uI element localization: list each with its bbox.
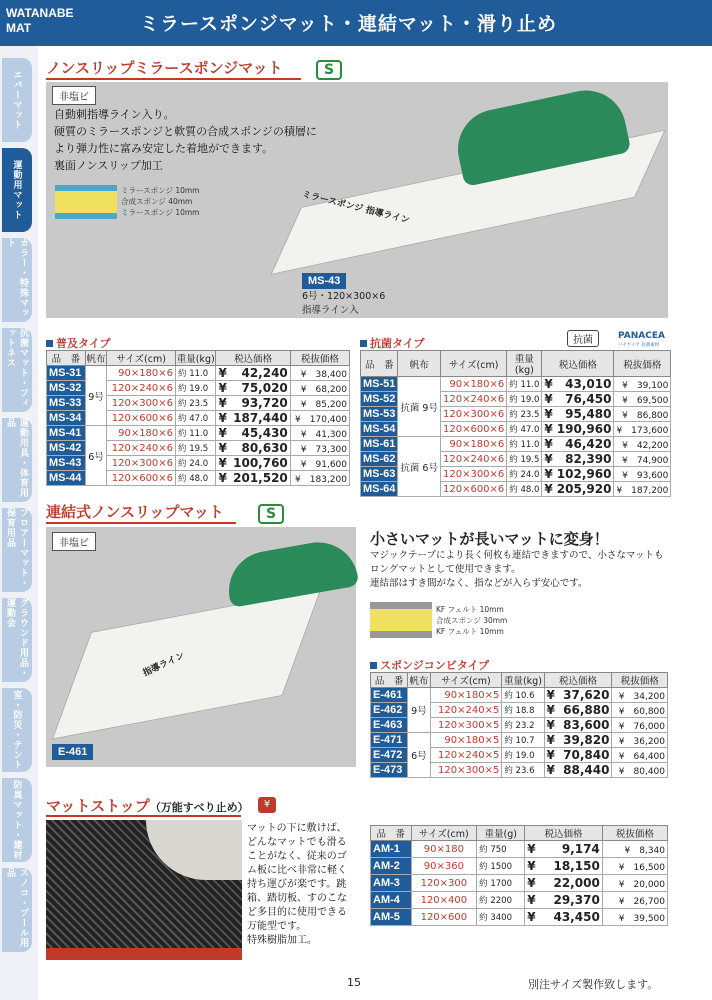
antibacterial-badge: 抗菌 [567, 330, 599, 347]
product-code: E-461 [371, 688, 408, 703]
sidebar-tab[interactable]: 防臭マット・建材 [2, 778, 32, 862]
size: 90×180×6 [440, 377, 506, 392]
yen-sign: ¥ [525, 858, 538, 875]
table-header: 品 番 [47, 351, 86, 366]
canvas-class: 抗菌 9号 [398, 377, 441, 437]
product-code: MS-42 [47, 441, 86, 456]
price-incl-tax: 18,150 [538, 858, 603, 875]
yen-sign: ¥ [544, 733, 557, 748]
material-tag: 非塩ビ [52, 532, 96, 551]
weight: 約 47.0 [507, 422, 542, 437]
price-excl-tax: ¥ 74,900 [614, 452, 671, 467]
table3-title: スポンジコンビタイプ [370, 657, 489, 673]
size: 90×180×5 [430, 688, 502, 703]
yen-sign: ¥ [542, 422, 555, 437]
price-incl-tax: 66,880 [557, 703, 612, 718]
product-code: MS-34 [47, 411, 86, 426]
sidebar-tab[interactable]: 運動用具・体育用品 [2, 418, 32, 502]
weight: 約 750 [477, 841, 525, 858]
product-code: MS-31 [47, 366, 86, 381]
price-incl-tax: 9,174 [538, 841, 603, 858]
yen-sign: ¥ [525, 841, 538, 858]
table-header: 税抜価格 [614, 351, 671, 377]
sidebar-tab[interactable]: 室・防災・テント [2, 688, 32, 772]
mat-print: ミラースポンジ 指導ライン [301, 189, 411, 227]
product-code: MS-63 [361, 467, 398, 482]
yen-sign: ¥ [216, 471, 229, 486]
size: 90×360 [411, 858, 477, 875]
price-excl-tax: ¥ 41,300 [290, 426, 349, 441]
price-excl-tax: ¥ 39,100 [614, 377, 671, 392]
weight: 約 24.0 [507, 467, 542, 482]
size: 120×240×5 [430, 703, 502, 718]
product-code: AM-2 [371, 858, 412, 875]
table-header-row [47, 351, 350, 366]
sidebar-tab[interactable]: 抗菌マット・フィットネス [2, 328, 32, 412]
price-incl-tax: 88,440 [557, 763, 612, 778]
section-title-connected-mat: 連結式ノンスリップマット [46, 503, 224, 521]
yen-sign: ¥ [216, 396, 229, 411]
table-row [371, 688, 668, 703]
yen-sign: ¥ [542, 377, 555, 392]
table-row [47, 366, 350, 381]
yen-sign: ¥ [544, 703, 557, 718]
canvas-class: 6号 [85, 426, 106, 486]
product-code: E-471 [371, 733, 408, 748]
price-incl-tax: 43,010 [555, 377, 614, 392]
table-row [361, 437, 671, 452]
yen-sign: ¥ [216, 411, 229, 426]
product-code: E-473 [371, 763, 408, 778]
table-header: 税込価格 [525, 826, 603, 841]
table-header: 税抜価格 [290, 351, 349, 366]
price-incl-tax: 190,960 [555, 422, 614, 437]
section3-description: マットの下に敷けば、 どんなマットでも滑る ことがなく、従来のゴ ム板に比べ非常に軽く 持ち運びが楽です。跳 箱、踏切板、すのこな ど多目的に使用できる 万能型です。 特殊樹脂加工。 [247, 823, 347, 946]
table-row [371, 875, 668, 892]
sidebar-tab[interactable]: カラー・特殊マット [2, 238, 32, 322]
price-excl-tax: ¥ 76,000 [612, 718, 668, 733]
yen-sign: ¥ [542, 467, 555, 482]
canvas-class: 9号 [408, 688, 430, 733]
table-header: 重量(kg) [176, 351, 216, 366]
size: 90×180 [411, 841, 477, 858]
sg-mark-icon: S [258, 504, 284, 524]
table2-title: 抗菌タイプ [360, 335, 424, 351]
price-excl-tax: ¥ 80,400 [612, 763, 668, 778]
product-code: AM-3 [371, 875, 412, 892]
yen-sign: ¥ [542, 392, 555, 407]
table-header: 重量(g) [477, 826, 525, 841]
title-underline [46, 78, 301, 80]
weight: 約 48.0 [507, 482, 542, 497]
layer-labels: ミラースポンジ 10mm 合成スポンジ 40mm ミラースポンジ 10mm [121, 186, 200, 217]
section2-description: マジックテープにより長く何枚も連結できますので、小さなマットも ロングマットとして使用できます。 連結部はすき間がなく、指などが入らず安心です。 [370, 550, 664, 589]
weight: 約 23.2 [502, 718, 544, 733]
price-incl-tax: 102,960 [555, 467, 614, 482]
weight: 約 48.0 [176, 471, 216, 486]
table-row [371, 892, 668, 909]
table-header-row [361, 351, 671, 377]
size: 120×240×5 [430, 748, 502, 763]
size: 90×180×6 [440, 437, 506, 452]
weight: 約 11.0 [507, 437, 542, 452]
price-incl-tax: 42,240 [229, 366, 290, 381]
model-label: MS-43 [302, 273, 346, 289]
weight: 約 19.5 [507, 452, 542, 467]
table-header: サイズ(cm) [411, 826, 477, 841]
price-excl-tax: ¥ 183,200 [290, 471, 349, 486]
price-table-standard [46, 350, 350, 486]
model-label: E-461 [52, 744, 93, 760]
price-incl-tax: 70,840 [557, 748, 612, 763]
yen-sign: ¥ [525, 892, 538, 909]
page-number: 15 [347, 976, 361, 989]
size: 120×300×5 [430, 718, 502, 733]
price-incl-tax: 76,450 [555, 392, 614, 407]
price-excl-tax: ¥ 91,600 [290, 456, 349, 471]
yen-sign: ¥ [216, 366, 229, 381]
price-incl-tax: 45,430 [229, 426, 290, 441]
product-code: AM-1 [371, 841, 412, 858]
size: 120×300×6 [440, 407, 506, 422]
mat-print: 指導ライン [141, 650, 187, 679]
sidebar-tab[interactable]: フロアーマット・保育用品 [2, 508, 32, 592]
price-incl-tax: 43,450 [538, 909, 603, 926]
yen-sign: ¥ [544, 748, 557, 763]
size: 120×240×6 [440, 392, 506, 407]
table-header: 重量(kg) [502, 673, 544, 688]
price-excl-tax: ¥ 64,400 [612, 748, 668, 763]
panacea-logo-sub: パナケイア 抗菌素材 [618, 343, 660, 348]
product-code: MS-33 [47, 396, 86, 411]
table-header: 税込価格 [542, 351, 614, 377]
table-header-row [371, 673, 668, 688]
product-code: MS-32 [47, 381, 86, 396]
price-incl-tax: 46,420 [555, 437, 614, 452]
yen-sign: ¥ [216, 426, 229, 441]
table-header-row [371, 826, 668, 841]
weight: 約 47.0 [176, 411, 216, 426]
yen-sign: ¥ [216, 381, 229, 396]
canvas-class: 抗菌 6号 [398, 437, 441, 497]
rolled-mat-image [223, 536, 360, 608]
table-header: 重量(kg) [507, 351, 542, 377]
table-header: 品 番 [371, 673, 408, 688]
table-header: 帆布 [398, 351, 441, 377]
table-header: 税込価格 [544, 673, 612, 688]
layer-labels-2: KF フェルト 10mm 合成スポンジ 30mm KF フェルト 10mm [436, 605, 508, 636]
product-code: MS-62 [361, 452, 398, 467]
table-row [361, 377, 671, 392]
sidebar-tab[interactable]: 運動用マット [2, 148, 32, 232]
product-code: AM-4 [371, 892, 412, 909]
price-incl-tax: 187,440 [229, 411, 290, 426]
size: 120×300×6 [107, 396, 176, 411]
title-underline [46, 522, 236, 524]
price-excl-tax: ¥ 42,200 [614, 437, 671, 452]
size: 90×180×6 [107, 426, 176, 441]
table-header: 税抜価格 [612, 673, 668, 688]
price-excl-tax: ¥ 69,500 [614, 392, 671, 407]
size: 90×180×5 [430, 733, 502, 748]
weight: 約 23.5 [507, 407, 542, 422]
yen-sign: ¥ [544, 688, 557, 703]
product-code: E-463 [371, 718, 408, 733]
price-incl-tax: 83,600 [557, 718, 612, 733]
size: 120×300 [411, 875, 477, 892]
table-header: サイズ(cm) [440, 351, 506, 377]
price-excl-tax: ¥ 86,800 [614, 407, 671, 422]
size: 120×400 [411, 892, 477, 909]
price-incl-tax: 80,630 [229, 441, 290, 456]
sidebar-tab[interactable]: エバーマット [2, 58, 32, 142]
weight: 約 23.5 [176, 396, 216, 411]
yen-sign: ¥ [216, 456, 229, 471]
weight: 約 23.6 [502, 763, 544, 778]
table-row [371, 841, 668, 858]
price-incl-tax: 82,390 [555, 452, 614, 467]
price-table-antibacterial [360, 350, 671, 497]
yen-sign: ¥ [542, 437, 555, 452]
table-header: 帆布 [85, 351, 106, 366]
title-underline [46, 815, 241, 817]
size: 120×300×5 [430, 763, 502, 778]
weight: 約 24.0 [176, 456, 216, 471]
product-code: MS-61 [361, 437, 398, 452]
size: 120×600 [411, 909, 477, 926]
price-excl-tax: ¥ 16,500 [602, 858, 667, 875]
mat-stop-photo [46, 820, 242, 960]
yen-sign: ¥ [216, 441, 229, 456]
table-header: 品 番 [371, 826, 412, 841]
price-incl-tax: 205,920 [555, 482, 614, 497]
weight: 約 11.0 [507, 377, 542, 392]
price-incl-tax: 22,000 [538, 875, 603, 892]
weight: 約 10.6 [502, 688, 544, 703]
table-row [371, 858, 668, 875]
size: 90×180×6 [107, 366, 176, 381]
weight: 約 19.5 [176, 441, 216, 456]
price-excl-tax: ¥ 170,400 [290, 411, 349, 426]
weight: 約 19.0 [507, 392, 542, 407]
size: 120×600×6 [107, 411, 176, 426]
material-tag: 非塩ビ [52, 86, 96, 105]
weight: 約 1700 [477, 875, 525, 892]
table-header: 品 番 [361, 351, 398, 377]
yen-sign: ¥ [544, 718, 557, 733]
table-row [371, 909, 668, 926]
page-title: ミラースポンジマット・連結マット・滑り止め [140, 13, 558, 35]
product-code: MS-41 [47, 426, 86, 441]
size: 120×240×6 [440, 452, 506, 467]
price-excl-tax: ¥ 26,700 [602, 892, 667, 909]
price-excl-tax: ¥ 68,200 [290, 381, 349, 396]
brand-logo: WATANABE MAT [6, 6, 74, 35]
price-excl-tax: ¥ 38,400 [290, 366, 349, 381]
price-table-combi [370, 672, 668, 778]
weight: 約 11.0 [176, 366, 216, 381]
product-code: MS-64 [361, 482, 398, 497]
product-code: MS-52 [361, 392, 398, 407]
layer-diagram [55, 185, 117, 219]
price-excl-tax: ¥ 20,000 [602, 875, 667, 892]
yen-icon: ¥ [258, 797, 276, 813]
section-title-mat-stop: マットストップ（万能すべり止め） [46, 797, 249, 815]
size: 120×600×6 [440, 482, 506, 497]
yen-sign: ¥ [525, 909, 538, 926]
product-code: MS-44 [47, 471, 86, 486]
weight: 約 10.7 [502, 733, 544, 748]
price-excl-tax: ¥ 85,200 [290, 396, 349, 411]
weight: 約 11.0 [176, 426, 216, 441]
price-incl-tax: 95,480 [555, 407, 614, 422]
weight: 約 18.8 [502, 703, 544, 718]
price-incl-tax: 37,620 [557, 688, 612, 703]
price-incl-tax: 100,760 [229, 456, 290, 471]
model-caption: 6号・120×300×6 指導ライン入 [302, 291, 386, 316]
size: 120×240×6 [107, 381, 176, 396]
table-header: サイズ(cm) [107, 351, 176, 366]
sidebar-tab[interactable]: スノコ・プール用品 [2, 868, 32, 952]
canvas-class: 6号 [408, 733, 430, 778]
layer-diagram-2 [370, 602, 432, 638]
price-excl-tax: ¥ 60,800 [612, 703, 668, 718]
price-excl-tax: ¥ 34,200 [612, 688, 668, 703]
product-code: MS-43 [47, 456, 86, 471]
price-excl-tax: ¥ 93,600 [614, 467, 671, 482]
size: 120×600×6 [107, 471, 176, 486]
panacea-logo: PANACEA [618, 331, 665, 341]
yen-sign: ¥ [544, 763, 557, 778]
table-header: 税抜価格 [602, 826, 667, 841]
table1-title: 普及タイプ [46, 335, 110, 351]
price-excl-tax: ¥ 39,500 [602, 909, 667, 926]
size: 120×300×6 [440, 467, 506, 482]
size: 120×600×6 [440, 422, 506, 437]
product-code: E-462 [371, 703, 408, 718]
size: 120×300×6 [107, 456, 176, 471]
product-code: AM-5 [371, 909, 412, 926]
section-title-mirror-mat: ノンスリップミラースポンジマット [46, 59, 283, 77]
table-row [47, 426, 350, 441]
table-header: 帆布 [408, 673, 430, 688]
mat-image [52, 588, 322, 739]
yen-sign: ¥ [542, 452, 555, 467]
yen-sign: ¥ [542, 407, 555, 422]
product-code: E-472 [371, 748, 408, 763]
price-table-mat-stop [370, 825, 668, 926]
product-photo-area-2 [46, 527, 356, 767]
price-incl-tax: 93,720 [229, 396, 290, 411]
price-excl-tax: ¥ 8,340 [602, 841, 667, 858]
product-code: MS-51 [361, 377, 398, 392]
sidebar-tab[interactable]: グラウンド用品・運動会 [2, 598, 32, 682]
table-header: 税込価格 [216, 351, 290, 366]
sg-mark-icon: S [316, 60, 342, 80]
weight: 約 3400 [477, 909, 525, 926]
canvas-class: 9号 [85, 366, 106, 426]
price-incl-tax: 29,370 [538, 892, 603, 909]
weight: 約 2200 [477, 892, 525, 909]
price-incl-tax: 75,020 [229, 381, 290, 396]
weight: 約 19.0 [502, 748, 544, 763]
table-header: サイズ(cm) [430, 673, 502, 688]
weight: 約 19.0 [176, 381, 216, 396]
price-excl-tax: ¥ 173,600 [614, 422, 671, 437]
price-excl-tax: ¥ 36,200 [612, 733, 668, 748]
yen-sign: ¥ [525, 875, 538, 892]
table-row [371, 733, 668, 748]
yen-sign: ¥ [542, 482, 555, 497]
product-code: MS-54 [361, 422, 398, 437]
footer-note: 別注サイズ製作致します。 [528, 978, 659, 991]
section1-description: 自動刺指導ライン入り。 硬質のミラースポンジと軟質の合成スポンジの積層に より弾力性に富み安定した着地ができます。 裏面ノンスリップ加工 [54, 108, 317, 172]
section2-headline: 小さいマットが長いマットに変身！ [370, 530, 609, 548]
price-excl-tax: ¥ 187,200 [614, 482, 671, 497]
size: 120×240×6 [107, 441, 176, 456]
price-incl-tax: 39,820 [557, 733, 612, 748]
price-incl-tax: 201,520 [229, 471, 290, 486]
weight: 約 1500 [477, 858, 525, 875]
price-excl-tax: ¥ 73,300 [290, 441, 349, 456]
product-code: MS-53 [361, 407, 398, 422]
